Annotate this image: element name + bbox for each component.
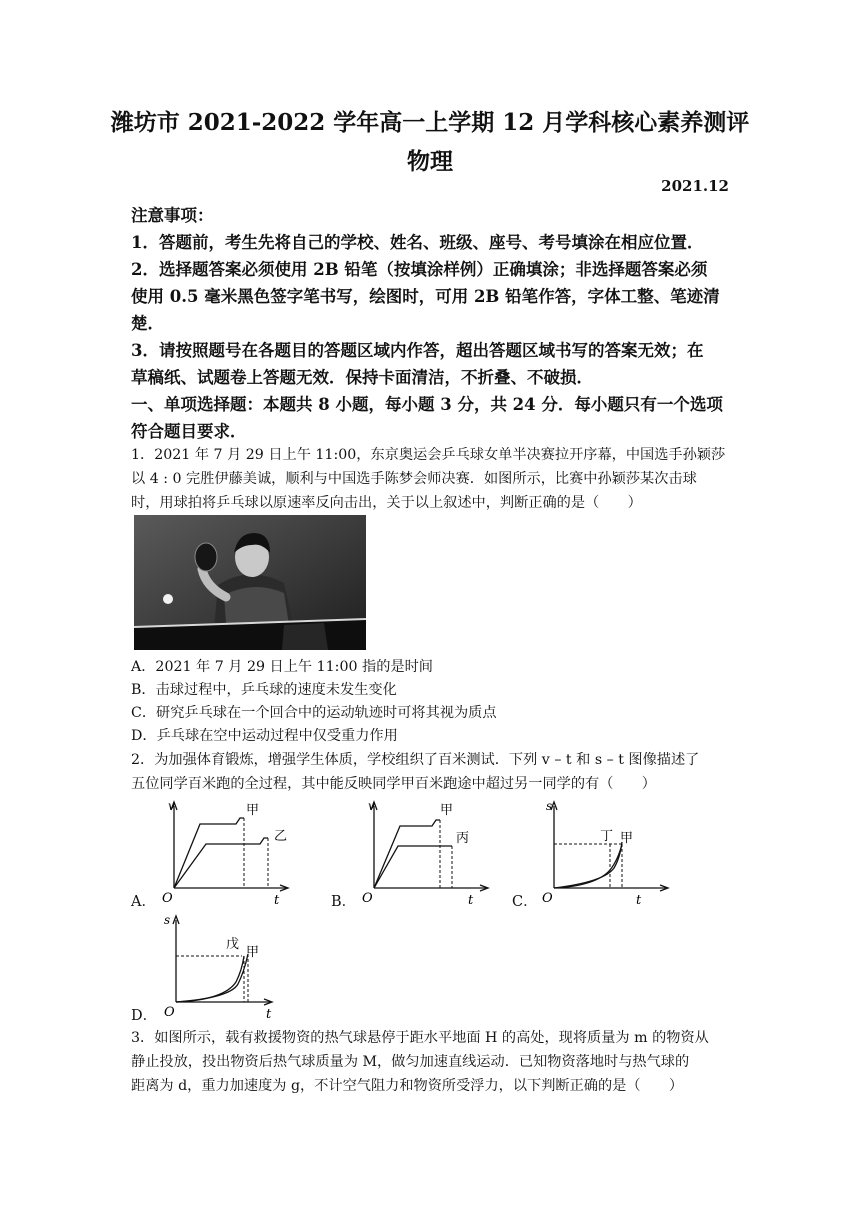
question-2-text: 2．为加强体育锻炼，增强学生体质，学校组织了百米测试．下列 v – t 和 s – t 图像描述了 — [131, 752, 700, 768]
graph-c-option-label: C． — [512, 894, 538, 910]
graph-d-st — [158, 912, 308, 1024]
question-3-text: 3．如图所示，载有救援物资的热气球悬停于距水平地面 H 的高处，现将质量为 m 的物资从 — [131, 1030, 709, 1046]
notice-item: 使用 0.5 毫米黑色签字笔书写，绘图时，可用 2B 铅笔作答，字体工整、笔迹清 — [131, 287, 720, 306]
graph-a-y-axis-label: v — [168, 799, 175, 813]
graph-d-y-axis-label: s — [164, 913, 171, 927]
graph-b-curve1-label: 甲 — [440, 803, 454, 818]
graph-b-y-axis-label: v — [368, 799, 375, 813]
notice-heading: 注意事项： — [131, 206, 214, 225]
option-b: B．击球过程中，乒乓球的速度未发生变化 — [131, 682, 397, 698]
graph-a-curve1-label: 甲 — [246, 803, 260, 818]
graph-a-origin-label: O — [162, 891, 173, 906]
graph-a-x-axis-label: t — [274, 893, 280, 908]
graph-d-curve2-label: 甲 — [246, 945, 260, 960]
graph-b-x-axis-label: t — [468, 893, 474, 908]
graph-a-vt — [158, 798, 308, 910]
notice-item: 草稿纸、试题卷上答题无效．保持卡面清洁，不折叠、不破损． — [131, 368, 593, 387]
graph-c-origin-label: O — [542, 891, 553, 906]
option-c: C．研究乒乓球在一个回合中的运动轨迹时可将其视为质点 — [131, 705, 497, 721]
question-1-text: 时，用球拍将乒乓球以原速率反向击出，关于以上叙述中，判断正确的是（ ） — [131, 495, 642, 511]
graph-a-curve2-label: 乙 — [274, 829, 288, 844]
graph-c-x-axis-label: t — [636, 893, 642, 908]
question-2-text: 五位同学百米跑的全过程，其中能反映同学甲百米跑途中超过另一同学的有（ ） — [131, 776, 656, 792]
graph-d-option-label: D． — [131, 1008, 158, 1024]
graph-b-curve2-label: 丙 — [456, 831, 470, 846]
question-3-text: 距离为 d，重力加速度为 g，不计空气阻力和物资所受浮力，以下判断正确的是（ ） — [131, 1078, 684, 1094]
graph-c-curve1-label: 丁 — [600, 829, 614, 844]
graph-b-origin-label: O — [362, 891, 373, 906]
notice-item: 楚． — [131, 314, 164, 333]
graph-d-x-axis-label: t — [266, 1007, 272, 1022]
graph-c-curve2-label: 甲 — [620, 831, 634, 846]
question-1-text: 1．2021 年 7 月 29 日上午 11:00，东京奥运会乒乓球女单半决赛拉开序幕，中国选手孙颖莎 — [131, 447, 726, 463]
question-3-text: 静止投放，投出物资后热气球质量为 M，做匀加速直线运动．已知物资落地时与热气球的 — [131, 1054, 690, 1070]
table-tennis-photo — [134, 515, 366, 650]
notice-item: 1．答题前，考生先将自己的学校、姓名、班级、座号、考号填涂在相应位置． — [131, 233, 704, 252]
page-title: 潍坊市 2021-2022 学年高一上学期 12 月学科核心素养测评 — [110, 109, 750, 136]
section-heading: 一、单项选择题：本题共 8 小题，每小题 3 分，共 24 分．每小题只有一个选项 — [131, 395, 723, 414]
graph-d-curve1-label: 戊 — [226, 937, 240, 952]
exam-date: 2021.12 — [661, 177, 729, 195]
question-1-text: 以 4 : 0 完胜伊藤美诚，顺利与中国选手陈梦会师决赛．如图所示，比赛中孙颖莎某次击球 — [131, 471, 697, 487]
notice-item: 3．请按照题号在各题目的答题区域内作答，超出答题区域书写的答案无效；在 — [131, 341, 704, 360]
notice-item: 2．选择题答案必须使用 2B 铅笔（按填涂样例）正确填涂；非选择题答案必须 — [131, 260, 708, 279]
graph-c-y-axis-label: s — [546, 799, 553, 813]
section-heading: 符合题目要求． — [131, 422, 247, 441]
graph-a-option-label: A． — [131, 894, 156, 910]
graph-c-st — [538, 798, 688, 910]
option-d: D．乒乓球在空中运动过程中仅受重力作用 — [131, 728, 398, 744]
graph-b-vt — [358, 798, 508, 910]
graph-d-origin-label: O — [164, 1005, 175, 1020]
subject-title: 物理 — [407, 148, 453, 175]
option-a: A．2021 年 7 月 29 日上午 11:00 指的是时间 — [131, 659, 433, 675]
graph-b-option-label: B． — [331, 894, 357, 910]
